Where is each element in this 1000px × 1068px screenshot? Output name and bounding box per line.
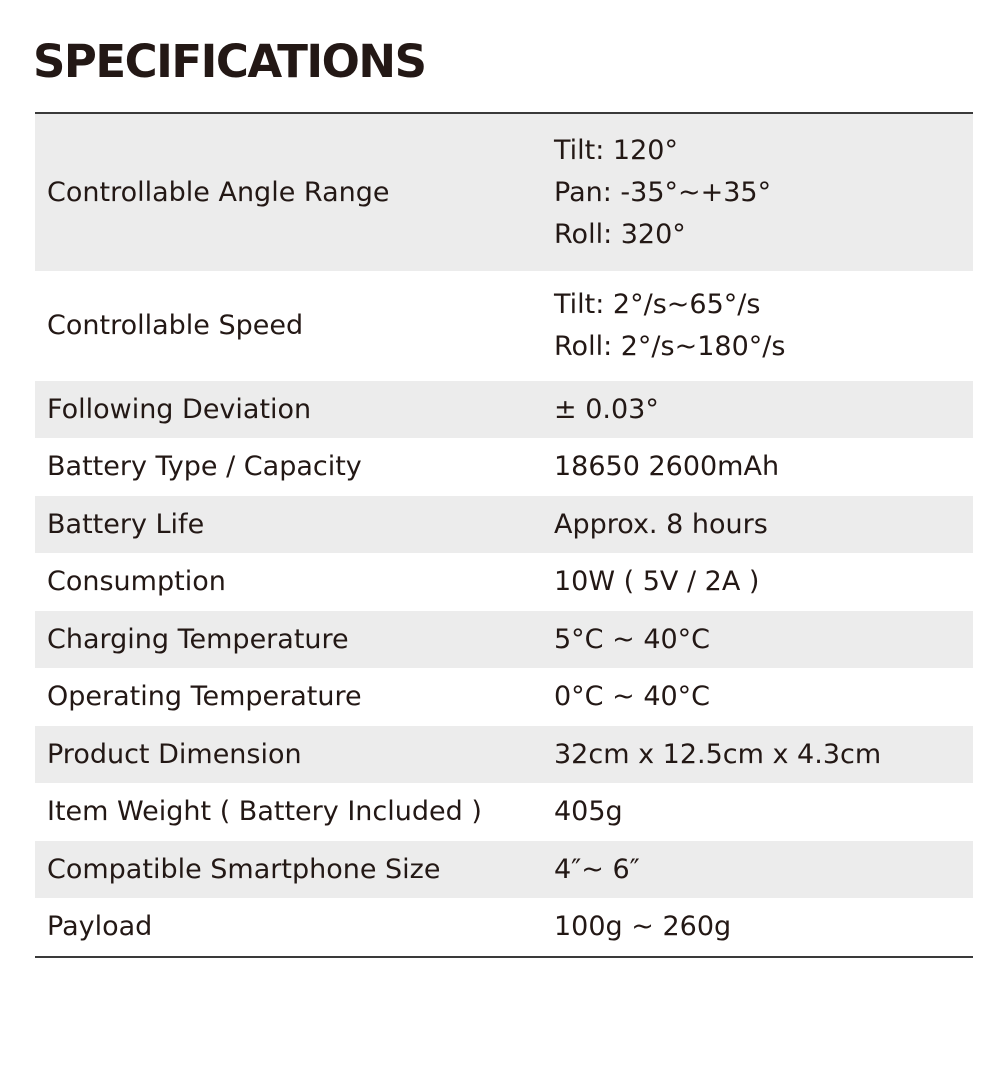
spec-value-cell [554, 561, 973, 603]
spec-value-cell [554, 906, 973, 948]
spec-value: Roll: 2°/s~180°/s [554, 331, 786, 362]
table-row [35, 611, 973, 668]
table-row [35, 438, 973, 496]
table-row [35, 898, 973, 956]
spec-value: Approx. 8 hours [554, 508, 768, 540]
spec-value-cell [554, 446, 973, 488]
table-row [35, 271, 973, 381]
table-row [35, 114, 973, 271]
spec-label: Consumption [47, 566, 226, 597]
spec-value-cell [554, 849, 973, 891]
page-title: SPECIFICATIONS [33, 35, 426, 88]
spec-value: Tilt: 2°/s~65°/s [554, 289, 761, 320]
table-row [35, 553, 973, 611]
spec-value: Pan: -35°~+35° [554, 176, 772, 208]
spec-value: 5°C ~ 40°C [554, 623, 711, 655]
spec-value: Tilt: 120° [554, 134, 678, 166]
spec-label: Controllable Speed [47, 310, 304, 341]
spec-value: 100g ~ 260g [554, 911, 732, 942]
spec-label: Following Deviation [47, 393, 312, 425]
spec-value: ± 0.03° [554, 393, 659, 425]
spec-label: Item Weight ( Battery Included ) [47, 796, 482, 827]
table-row [35, 726, 973, 783]
table-row [35, 496, 973, 553]
table-row [35, 783, 973, 841]
spec-label: Charging Temperature [47, 623, 349, 655]
spec-value-cell [554, 619, 973, 661]
spec-label: Battery Life [47, 508, 205, 540]
spec-value: 4″~ 6″ [554, 853, 640, 885]
spec-value-cell [554, 504, 973, 546]
spec-value-cell [554, 130, 973, 256]
spec-label: Payload [47, 911, 153, 942]
spec-value-cell [554, 676, 973, 718]
spec-value-cell [554, 734, 973, 776]
specifications-table [35, 112, 973, 958]
spec-value: Roll: 320° [554, 218, 686, 250]
spec-value-cell [554, 284, 973, 368]
spec-value-cell [554, 791, 973, 833]
spec-value: 10W ( 5V / 2A ) [554, 566, 760, 597]
spec-label: Operating Temperature [47, 681, 362, 712]
spec-label: Compatible Smartphone Size [47, 853, 441, 885]
spec-label: Product Dimension [47, 738, 302, 770]
table-row [35, 668, 973, 726]
spec-value: 32cm x 12.5cm x 4.3cm [554, 738, 882, 770]
spec-value: 0°C ~ 40°C [554, 681, 711, 712]
spec-value: 18650 2600mAh [554, 451, 780, 482]
spec-value: 405g [554, 796, 623, 827]
spec-label: Controllable Angle Range [47, 176, 390, 208]
table-row [35, 841, 973, 898]
table-row [35, 381, 973, 438]
spec-label: Battery Type / Capacity [47, 451, 362, 482]
spec-value-cell [554, 389, 973, 431]
